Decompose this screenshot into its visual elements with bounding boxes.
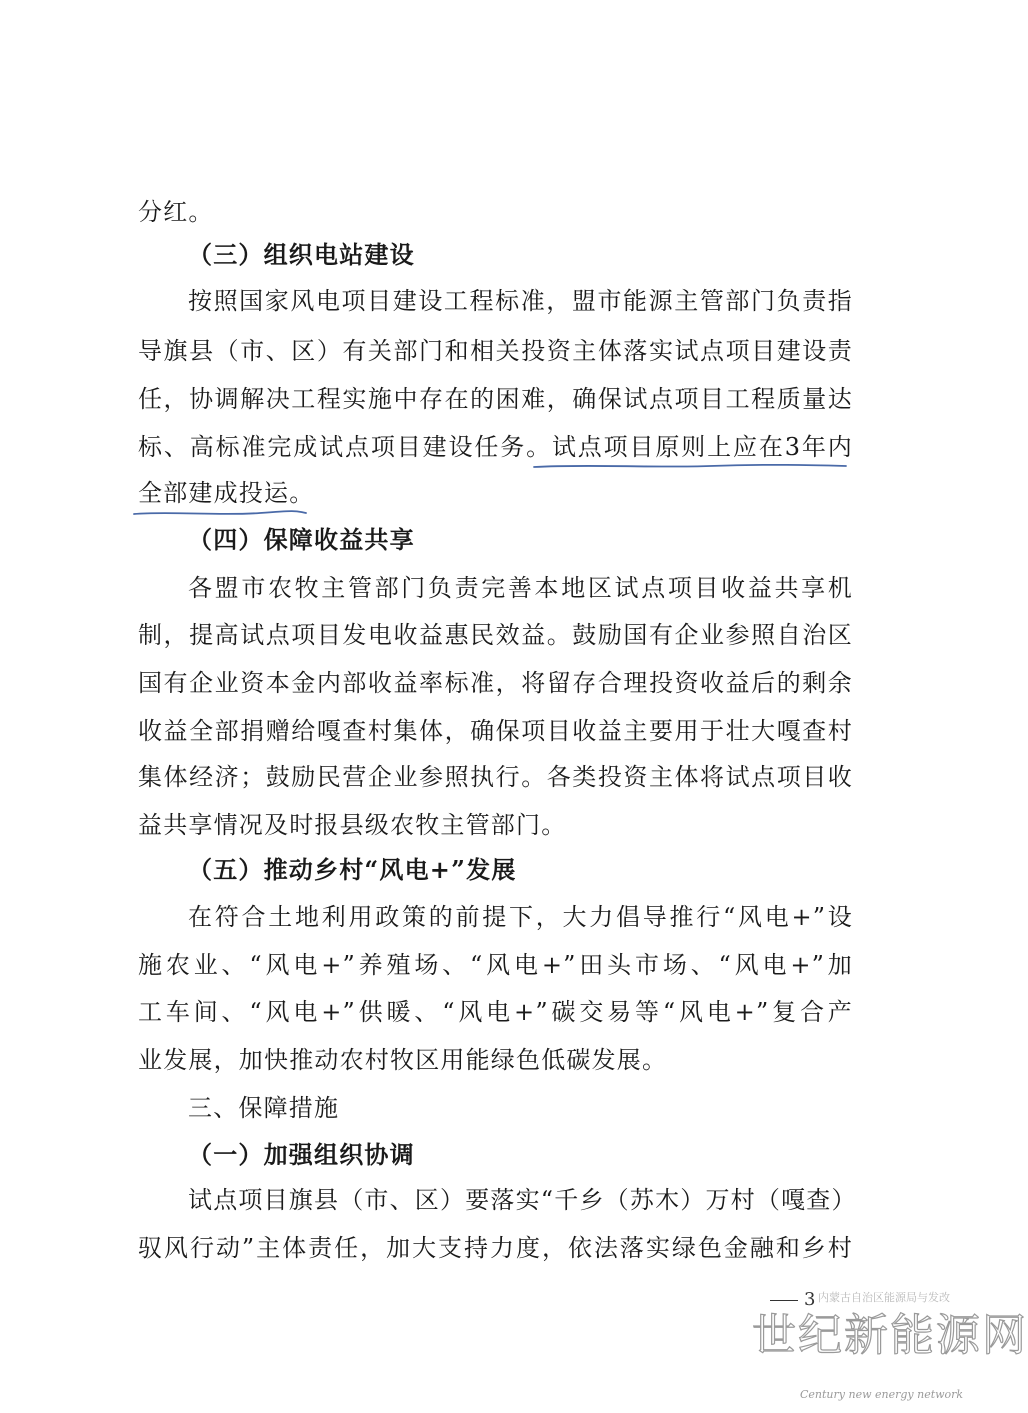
body-line: 施农业、“风电+”养殖场、“风电+”田头市场、“风电+”加 (138, 951, 853, 979)
body-line: 导旗县（市、区）有关部门和相关投资主体落实试点项目建设责 (138, 337, 853, 365)
page-number (770, 1290, 815, 1310)
page-number-dash (770, 1300, 798, 1301)
body-line: 收益全部捐赠给嘎查村集体，确保项目收益主要用于壮大嘎查村 (138, 717, 853, 745)
body-line: 在符合土地利用政策的前提下，大力倡导推行“风电+”设 (188, 903, 853, 931)
watermark-logo: 世纪新能源网 (752, 1310, 1028, 1361)
watermark-subtitle: Century new energy network (800, 1388, 964, 1401)
body-line: 国有企业资本金内部收益率标准，将留存合理投资收益后的剩余 (138, 669, 853, 697)
body-line: 制，提高试点项目发电收益惠民效益。鼓励国有企业参照自治区 (138, 621, 853, 649)
page-number-value: 3 (804, 1289, 816, 1310)
body-line: 试点项目旗县（市、区）要落实“千乡（苏木）万村（嘎查） (188, 1186, 857, 1214)
body-line: 任，协调解决工程实施中存在的困难，确保试点项目工程质量达 (138, 385, 853, 413)
section-heading-4: （四）保障收益共享 (188, 525, 415, 554)
body-line: 标、高标准完成试点项目建设任务。试点项目原则上应在3年内 (138, 433, 853, 461)
body-line: 业发展，加快推动农村牧区用能绿色低碳发展。 (138, 1046, 668, 1074)
section-heading-5: （五）推动乡村“风电+”发展 (188, 855, 517, 884)
body-line: 驭风行动”主体责任，加大支持力度，依法落实绿色金融和乡村 (138, 1234, 853, 1262)
body-line: 益共享情况及时报县级农牧主管部门。 (138, 811, 567, 839)
body-line: 全部建成投运。 (138, 479, 315, 507)
faint-stamp-text: 内蒙古自治区能源局与发改 (818, 1291, 950, 1304)
body-line: 各盟市农牧主管部门负责完善本地区试点项目收益共享机 (188, 574, 853, 602)
chapter-heading: 三、保障措施 (188, 1094, 340, 1122)
body-line: 集体经济；鼓励民营企业参照执行。各类投资主体将试点项目收 (138, 763, 853, 791)
section-heading-1: （一）加强组织协调 (188, 1140, 415, 1169)
body-line: 分红。 (138, 198, 214, 226)
body-line: 工车间、“风电+”供暖、“风电+”碳交易等“风电+”复合产 (138, 998, 853, 1026)
body-line: 按照国家风电项目建设工程标准，盟市能源主管部门负责指 (188, 287, 853, 315)
section-heading-3: （三）组织电站建设 (188, 240, 415, 269)
